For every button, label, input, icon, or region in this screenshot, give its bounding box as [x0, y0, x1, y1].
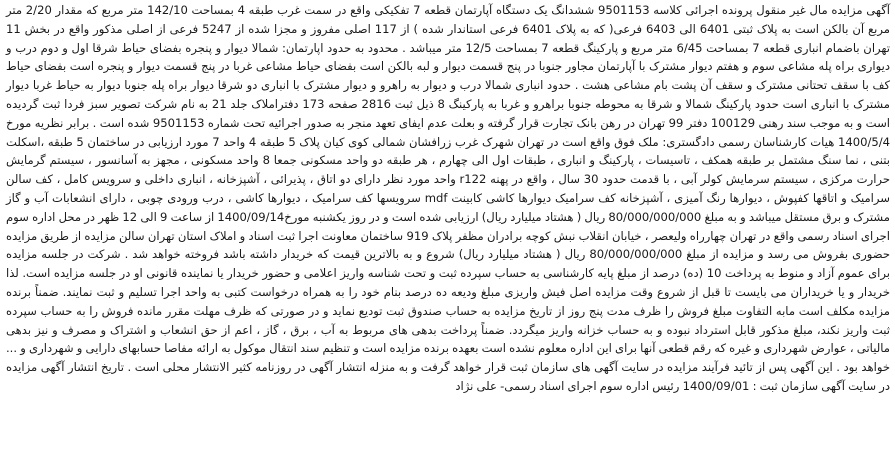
auction-notice-text: آگهی مزایده مال غیر منقول پرونده اجرائی کلاسه 9501153 ششدانگ یک دستگاه آپارتمان قطعه 7 تفکیکی واقع در سمت غرب طبقه 4 بمساحت 142/10 متر مربع که مقدار 2/20 متر مربع آن بالکن است به پلاک ثبتی 6401 الی 6403 فرعی( که به پلاک 6401 فرعی استاندار شده ) از 117 اصلی مفروز و مجزا شده از 5247 فرعی از اصلی مذکور واقع در بخش 11 تهران باضمام انباری قطعه 7 بمساحت 6/45 متر مربع و پارکینگ قطعه 7 بمساحت 12/5 متر میباشد . محدود به حدود اپارتمان: شمالا دیوار و پنجره بفضای حیاط شرقا اول و دوم درب و دیواری براه پله مشاعی سوم و هفتم دیوار مشترک با آپارتمان مجاور جنوبا در پنج قسمت دیوار و لبه بالکن است بفضای حیاط مشاعی غربا در پنج قسمت دیوار و پنجره است بفضای حیاط کف با سقف تحتانی مشترک و سقف آن پشت بام مشاعی هشت . حدود انباری شمالا درب و دیوار به راهرو و دیوار مشترک با انباری دو شرقا دیوار براه پله جنوبا دیوار به حیاط غربا دیوار مشترک با انباری است حدود پارکینگ شمالا و شرقا به محوطه جنوبا براهرو و غربا به پارکینگ 8 ذیل ثبت 2816 صفحه 173 دفتراملاک جلد 21 به نام شرکت تصویر سبز فردا ثبت گردیده است و به موجب سند رهنی 100129 دفتر 99 تهران در رهن بانک تجارت قرار گرفته و بعلت عدم ایفای تعهد منجر به صدور اجرائیه تحت شماره 9501153 شده است . برابر نظریه مورخ 1400/5/4 هیات کارشناسان رسمی دادگستری: ملک فوق واقع است در تهران شهرک غرب زرافشان شمالی کوی کیان پلاک 5 طبقه 4 واحد 7 مورد ارزیابی در ساختمان 5 طبقه ،اسکلت بتنی ، نما سنگ مشتمل بر طبقه همکف ، تاسیسات ، پارکینگ و انباری ، طبقات اول الی چهارم ، هر طبقه دو واحد مسکونی جمعا 8 واحد مسکونی ، مجهز به آسانسور ، سیستم گرمایش حرارت مرکزی ، سیستم سرمایش کولر آبی ، با قدمت حدود 30 سال ، واقع در پهنه r122 واحد مورد نظر دارای دو اتاق ، پذیرائی ، آشپزخانه ، انباری داخلی و سرویس کامل ، کف سالن سرامیک و اتاقها کفپوش ، دیوارها رنگ آمیزی ، آشپزخانه کف سرامیک دیوارها کاشی کابینت mdf سرویسها کف سرامیک ، دیوارها کاشی ، درب ورودی چوبی ، دارای انشعابات آب و گاز مشترک و برق مستقل میباشد و به مبلغ 80/000/000/000 ریال ( هشتاد میلیارد ریال) ارزیابی شده است و در روز یکشنبه مورخ1400/09/14 از ساعت 9 الی 12 ظهر در محل اداره سوم اجرای اسناد رسمی واقع در تهران چهارراه ولیعصر ، خیابان انقلاب نبش کوچه برادران مظفر پلاک 919 ساختمان معاونت اجرا ثبت اسناد و املاک استان تهران سالن مزایده از طریق مزایده حضوری بفروش می رسد و مزایده از مبلغ 80/000/000/000 ریال ( هشتاد میلیارد ریال) شروع و به بالاترین قیمت که خریدار داشته باشد فروخته خواهد شد . شرکت در جلسه مزایده برای عموم آزاد و منوط به پرداخت 10 (ده) درصد از مبلغ پایه کارشناسی به حساب سپرده ثبت و تحت شناسه واریز اعلامی و حضور خریدار یا نماینده قانونی او در جلسه مزایده است. لذا خریدار و یا خریداران می بایست تا قبل از شروع وقت مزایده اصل فیش واریزی مبلغ ودیعه ده درصد بنام خود را به همراه درخواست کتبی به واحد اجرا تسلیم و ثبت نمایند. ضمناً برنده مزایده مکلف است مابه التفاوت مبلغ فروش را ظرف مدت پنج روز از تاریخ مزایده به حساب صندوق ثبت تودیع نماید و در صورتی که ظرف مهلت مقرر مانده فروش را به حساب سپرده ثبت واریز نکند، مبلغ مذکور قابل استرداد نبوده و به حساب خزانه واریز میگردد. ضمناً پرداخت بدهی های مربوط به آب ، برق ، گاز ، اعم از حق انشعاب و اشتراک و مصرف و نیز بدهی مالیاتی ، عوارض شهرداری و غیره که رقم قطعی آنها برای این اداره معلوم نشده است بعهده برنده مزایده است و تنظیم سند انتقال موکول به ارائه مفاصا حسابهای دارایی و شهرداری و ... خواهد بود . این آگهی پس از تائید فرآیند مزایده در سایت آگهی های سازمان ثبت قرار خواهد گرفت و به منزله انتشار آگهی در روزنامه کثیر الانتشار محلی است . تاریخ انتشار آگهی مزایده در سایت آگهی سازمان ثبت : 1400/09/01 رئیس اداره سوم اجرای اسناد رسمی- علی نژاد: [6, 3, 891, 393]
